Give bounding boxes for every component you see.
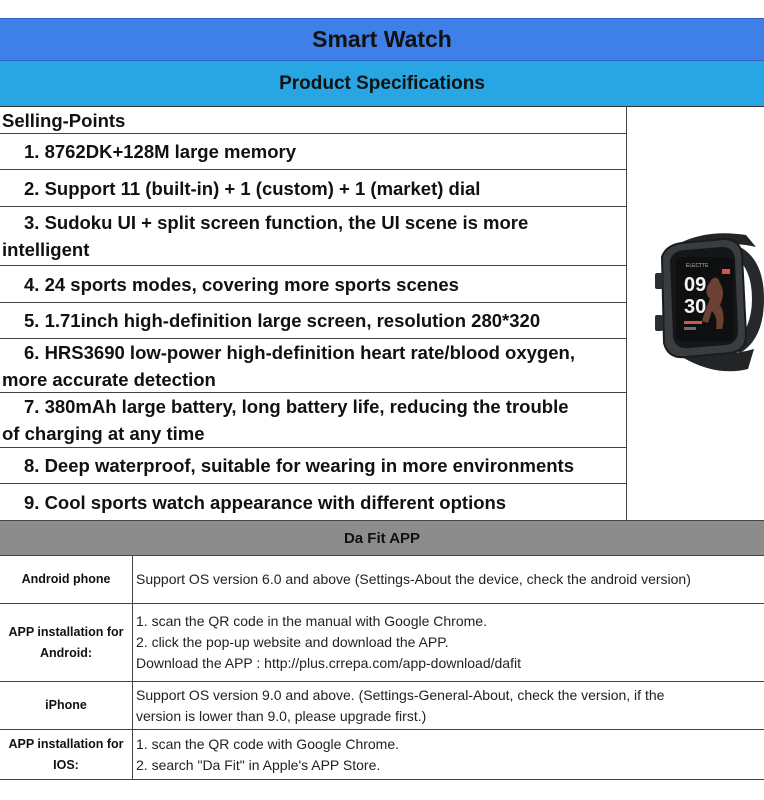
selling-point-text: 8. Deep waterproof, suitable for wearing in more environments (24, 455, 574, 476)
selling-point-2 (0, 170, 627, 207)
selling-point-text: 5. 1.71inch high-definition large screen, resolution 280*320 (24, 310, 541, 331)
watch-button-top (655, 273, 663, 289)
selling-point-text: 4. 24 sports modes, covering more sports scenes (24, 273, 459, 295)
selling-point-8 (0, 448, 627, 484)
watch-face-accent (722, 269, 730, 274)
app-row-label-text: APP installation for (8, 624, 124, 639)
watch-image-cell (628, 107, 764, 520)
selling-point-9 (0, 484, 627, 520)
selling-point-text-continued: intelligent (2, 239, 90, 260)
selling-point-1 (0, 134, 627, 170)
selling-point-text: 6. HRS3690 low-power high-definition heart rate/blood oxygen, (24, 342, 575, 363)
app-row-label-text: Android: (39, 645, 93, 660)
selling-point-5 (0, 303, 627, 339)
app-row-value (136, 556, 764, 603)
selling-point-text: 9. Cool sports watch appearance with different options (24, 491, 507, 513)
selling-points-list (0, 107, 627, 520)
app-row-iphone (0, 682, 764, 730)
selling-point-text: 3. Sudoku UI + split screen function, the UI scene is more (24, 212, 529, 233)
app-row-label (0, 604, 133, 681)
selling-point-3 (0, 207, 627, 266)
section-title-specifications (0, 61, 764, 107)
app-row-value-text: version is lower than 9.0, please upgrade first.) (136, 707, 427, 724)
selling-point-text: 2. Support 11 (built-in) + 1 (custom) + 1 (market) dial (24, 177, 481, 199)
app-row-android-phone (0, 556, 764, 604)
watch-minute: 30 (684, 296, 707, 318)
section-title-text: Product Specifications (279, 72, 485, 94)
app-row-label (0, 682, 133, 729)
page-title-text: Smart Watch (312, 26, 452, 52)
selling-point-text-continued: more accurate detection (2, 369, 216, 390)
selling-point-text: 1. 8762DK+128M large memory (24, 141, 296, 162)
app-section-title-text: Da Fit APP (343, 529, 421, 547)
watch-hour: 09 (684, 274, 707, 296)
watch-face-bar (684, 327, 696, 330)
selling-points-heading (0, 107, 627, 134)
selling-point-4 (0, 266, 627, 303)
selling-point-text-continued: of charging at any time (2, 423, 205, 444)
app-row-label-text: APP installation for (8, 736, 124, 751)
app-row-label-text: iPhone (45, 698, 87, 712)
app-row-label (0, 730, 133, 779)
watch-button-bottom (655, 315, 663, 331)
watch-brand: ELECTTE (686, 263, 709, 269)
app-row-value-text: 1. scan the QR code in the manual with Google Chrome. (136, 613, 487, 629)
app-section-title (0, 520, 764, 556)
app-row-value-text: Support OS version 6.0 and above (Settings-About the device, check the android version) (136, 571, 691, 587)
page-title (0, 18, 764, 61)
app-row-value-text: 2. search "Da Fit" in Apple's APP Store. (136, 756, 381, 773)
app-row-android-install (0, 604, 764, 682)
app-row-value-text: Support OS version 9.0 and above. (Settings-General-About, check the version, if the (136, 686, 665, 703)
selling-point-text: 7. 380mAh large battery, long battery life, reducing the trouble (24, 396, 569, 417)
app-row-label-text: Android phone (21, 572, 111, 586)
selling-point-6 (0, 339, 627, 393)
selling-points-heading-text: Selling-Points (2, 109, 126, 131)
smart-watch-image (628, 107, 764, 520)
watch-face-bar (684, 321, 702, 324)
specifications-table (0, 107, 764, 520)
app-row-label-text: IOS: (53, 757, 79, 772)
download-link[interactable]: Download the APP : http://plus.crrepa.com/app-download/dafit (136, 655, 521, 671)
app-row-label (0, 556, 133, 603)
app-row-value-text: 2. click the pop-up website and download the APP. (136, 634, 449, 650)
selling-point-7 (0, 393, 627, 448)
app-row-ios-install (0, 730, 764, 780)
app-row-value (136, 682, 764, 729)
app-row-value-text: 1. scan the QR code with Google Chrome. (136, 735, 400, 752)
app-row-value (136, 604, 764, 681)
app-row-value (136, 730, 764, 779)
